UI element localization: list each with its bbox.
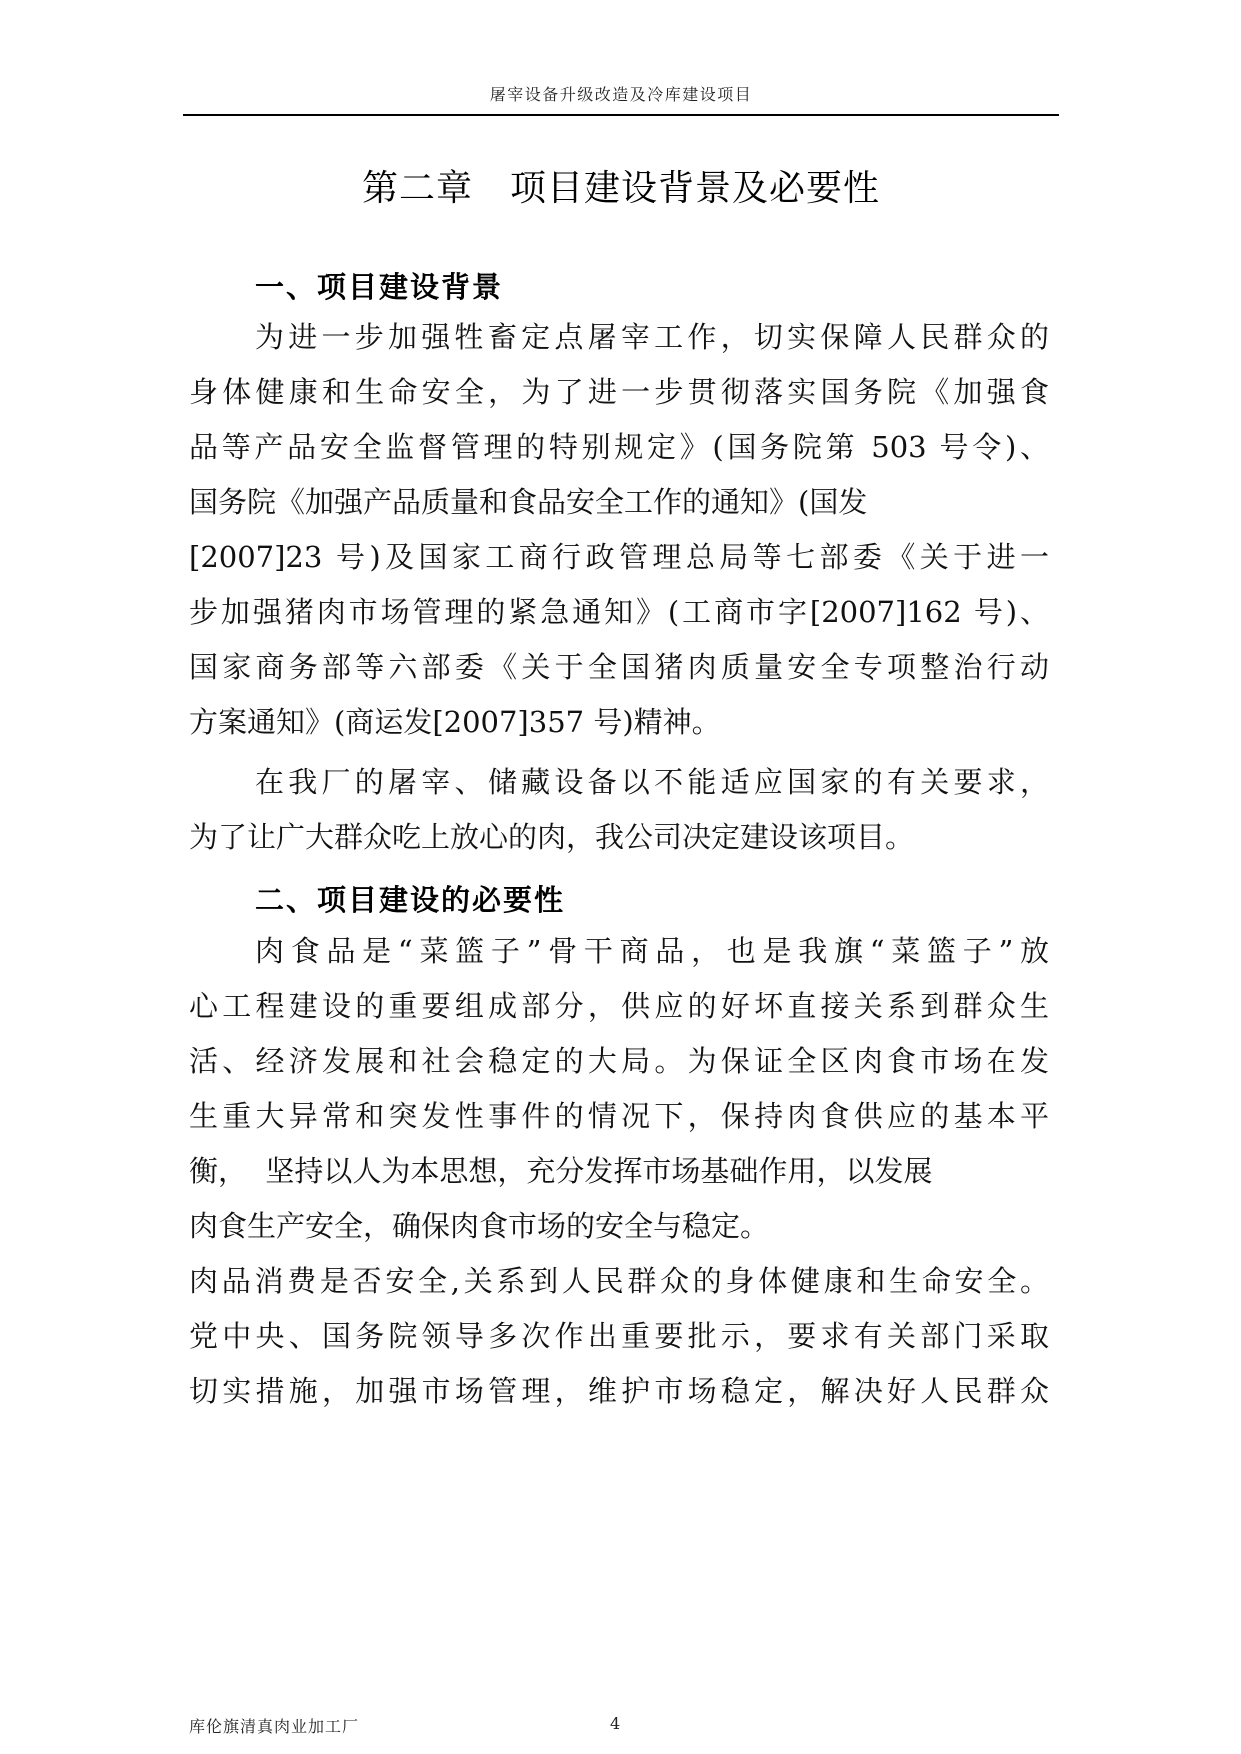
page-number: 4 (610, 1714, 621, 1733)
chapter-title: 第二章 项目建设背景及必要性 (361, 168, 880, 209)
paragraph-line: 为进一步加强牲畜定点屠宰工作，切实保障人民群众的 (255, 320, 1049, 354)
paragraph-line: 衡， 坚持以人为本思想，充分发挥市场基础作用，以发展 (189, 1154, 933, 1188)
section-heading-necessity: 二、项目建设的必要性 (255, 883, 566, 917)
paragraph-line: 活、经济发展和社会稳定的大局。为保证全区肉食市场在发 (189, 1044, 1049, 1078)
header-rule (183, 114, 1059, 116)
paragraph-line: 品等产品安全监督管理的特别规定》(国务院第 503 号令)、 (189, 430, 1049, 464)
paragraph-line: 身体健康和生命安全，为了进一步贯彻落实国务院《加强食 (189, 375, 1049, 409)
paragraph-line: 肉食品是“菜篮子”骨干商品，也是我旗“菜篮子”放 (255, 934, 1049, 968)
footer-company: 库伦旗清真肉业加工厂 (189, 1717, 360, 1736)
paragraph-line: [2007]23 号)及国家工商行政管理总局等七部委《关于进一 (189, 540, 1049, 574)
paragraph-line: 国务院《加强产品质量和食品安全工作的通知》(国发 (189, 485, 868, 519)
running-header: 屠宰设备升级改造及冷库建设项目 (489, 85, 753, 104)
paragraph-line: 方案通知》(商运发[2007]357 号)精神。 (189, 705, 721, 739)
paragraph-line: 为了让广大群众吃上放心的肉，我公司决定建设该项目。 (189, 820, 915, 854)
paragraph-line: 肉品消费是否安全,关系到人民群众的身体健康和生命安全。 (189, 1264, 1049, 1298)
section-heading-background: 一、项目建设背景 (255, 270, 504, 304)
paragraph-line: 切实措施，加强市场管理，维护市场稳定，解决好人民群众 (189, 1374, 1049, 1408)
paragraph-line: 步加强猪肉市场管理的紧急通知》(工商市字[2007]162 号)、 (189, 595, 1049, 629)
paragraph-line: 在我厂的屠宰、储藏设备以不能适应国家的有关要求， (255, 765, 1049, 799)
paragraph-line: 肉食生产安全，确保肉食市场的安全与稳定。 (189, 1209, 770, 1243)
paragraph-line: 国家商务部等六部委《关于全国猪肉质量安全专项整治行动 (189, 650, 1049, 684)
paragraph-line: 生重大异常和突发性事件的情况下，保持肉食供应的基本平 (189, 1099, 1049, 1133)
paragraph-line: 心工程建设的重要组成部分，供应的好坏直接关系到群众生 (189, 989, 1049, 1023)
paragraph-line: 党中央、国务院领导多次作出重要批示，要求有关部门采取 (189, 1319, 1049, 1353)
